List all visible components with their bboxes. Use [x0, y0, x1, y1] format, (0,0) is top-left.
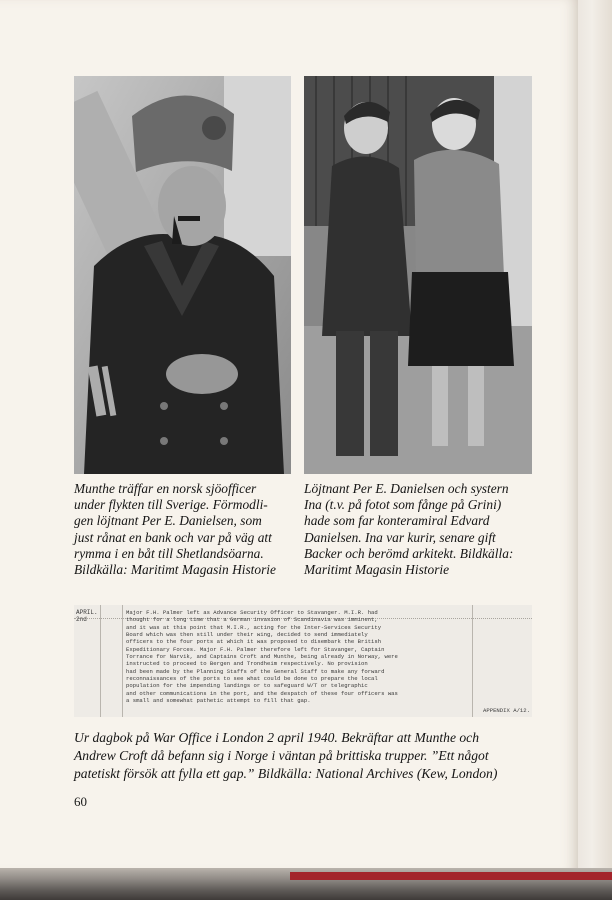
caption-line: Backer och berömd arkitekt. Bildkälla:	[304, 545, 514, 561]
photo-naval-officer	[74, 76, 291, 474]
war-diary-scan	[74, 605, 532, 717]
diary-line: officers to the four ports at which it was proposed to disembark the British	[126, 638, 382, 646]
caption-line: patetiskt försök att fylla ett gap.” Bildkälla: National Archives (Kew, London)	[74, 766, 498, 781]
diary-line: Major F.H. Palmer left as Advance Security Officer to Stavanger. M.I.R. had	[126, 609, 378, 616]
diary-line: Board which was then still under their wing, decided to send immediately	[126, 631, 368, 639]
photo-danielsen-siblings	[304, 76, 532, 474]
diary-line: reconnaissances of the ports to see what could be done to prepare the local	[126, 675, 378, 683]
book-cover-edge	[290, 872, 612, 880]
caption-line: Ur dagbok på War Office i London 2 april 1940. Bekräftar att Munthe och	[74, 730, 480, 745]
caption-line: Danielsen. Ina var kurir, senare gift	[304, 529, 496, 545]
caption-line: Löjtnant Per E. Danielsen och systern	[304, 481, 509, 496]
diary-line: and it was at this point that M.I.R., acting for the Inter-Services Security	[126, 623, 382, 631]
diary-line: instructed to proceed to Bergen and Trondheim respectively. No provision	[126, 660, 368, 668]
caption-line: Andrew Croft då befann sig i Norge i väntan på brittiska trupper. ”Ett något	[74, 748, 489, 763]
diary-line: had been made by the Planning Staffs of the General Staff to make any forward	[126, 667, 385, 675]
page-number: 60	[74, 794, 87, 809]
caption-line: Munthe träffar en norsk sjöofficer	[74, 481, 257, 496]
caption-line: just rånat en bank och var på väg att	[74, 529, 272, 545]
diary-date: 2nd	[76, 616, 87, 623]
book-bottom-edge	[0, 868, 612, 900]
caption-line: under flykten till Sverige. Förmodli-	[74, 497, 268, 513]
diary-line: a small and somewhat pathetic attempt to fill that gap.	[126, 697, 311, 705]
caption-line: gen löjtnant Per E. Danielsen, som	[74, 513, 262, 529]
diary-line: Expeditionary Forces. Major F.H. Palmer therefore left for Stavanger, Captain	[126, 645, 385, 653]
diary-column-rule	[122, 605, 123, 717]
caption-line: rymma i en båt till Shetlandsöarna.	[74, 545, 264, 561]
diary-column-rule	[100, 605, 101, 717]
caption-line: Bildkälla: Maritimt Magasin Historie	[74, 562, 276, 578]
caption-right-photo	[304, 481, 513, 578]
diary-header	[76, 609, 98, 623]
diary-line: population for the impending landings or to safeguard W/T or telegraphic	[126, 682, 368, 690]
diary-line: Torrance for Narvik, and Captains Croft and Munthe, being already in Norway, were	[126, 653, 398, 661]
diary-month: APRIL.	[76, 609, 98, 616]
caption-line: hade som far konteramiral Edvard	[304, 513, 490, 529]
caption-left-photo	[74, 481, 276, 578]
diary-entry	[126, 609, 526, 704]
caption-diary	[74, 729, 497, 783]
diary-line: thought for a long time that a German invasion of Scandinavia was imminent,	[126, 616, 378, 624]
caption-line: Ina (t.v. på fotot som fånge på Grini)	[304, 497, 502, 513]
diary-line: and other communications in the port, and the despatch of these four officers was	[126, 689, 398, 697]
diary-appendix-ref: APPENDIX A/12.	[483, 707, 530, 714]
caption-line: Maritimt Magasin Historie	[304, 562, 450, 578]
